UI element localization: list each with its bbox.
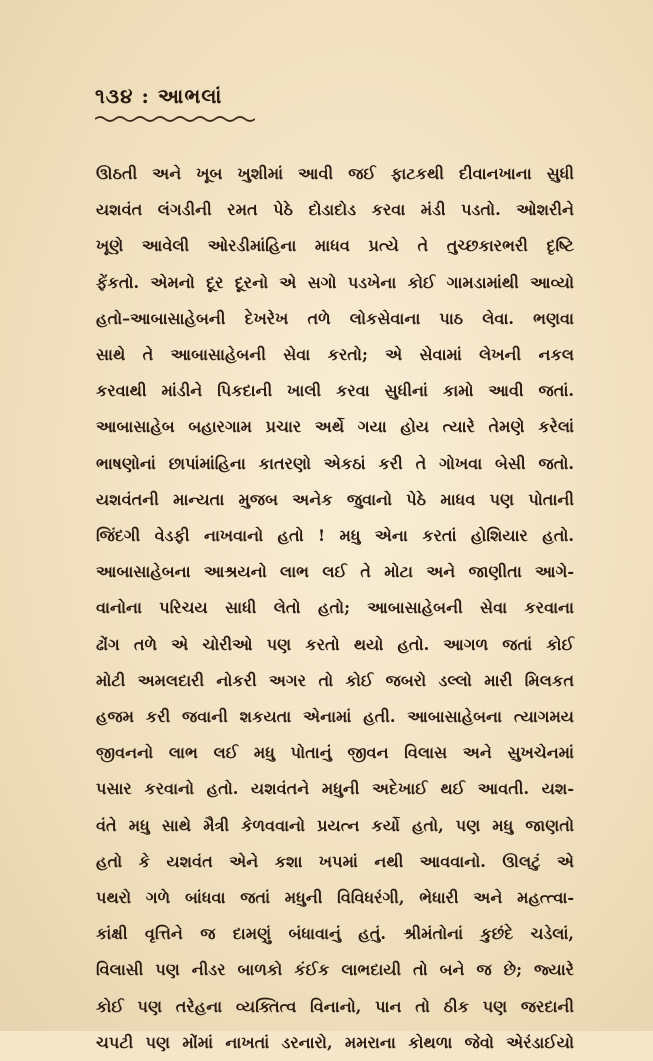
text-line: મોટી અમલદારી નોકરી અગર તો કોઈ જબરો ડલ્લો મારી મિલકત [96, 670, 574, 690]
header-wavy-rule-icon [95, 115, 255, 123]
text-line: પસાર કરવાનો હતો. યશવંતને મધુની અદેખાઈ થઈ આવતી. યશ- [96, 779, 574, 799]
text-line: હતો કે યશવંત એને કશા ખપમાં નથી આવવાનો. ઊલટું એ [96, 851, 574, 871]
page-number: ૧૩૪ [95, 84, 134, 108]
text-line: પથરો ગળે બાંધવા જતાં મધુની વિવિધરંગી, ભેધારી અને મહત્ત્વા- [96, 888, 574, 908]
text-line: હજમ કરી જવાની શકયતા એનામાં હતી. આબાસાહેબના ત્યાગમય [96, 707, 574, 727]
book-title: આભલાં [157, 84, 223, 108]
text-line: ઊઠતી અને ખૂબ ખુશીમાં આવી જઈ ફાટકથી દીવાનખાના સુધી [96, 164, 574, 183]
text-line: કોઈ પણ તરેહના વ્યક્તિત્વ વિનાનો, પાન તો ઠીક પણ જરદાની [96, 996, 574, 1016]
text-line: ભાષણોનાં છાપાંમાંહિના કાતરણો એકઠાં કરી તે ગોખવા બેસી જતો. [96, 453, 574, 473]
text-line: ઢોંગ તળે એ ચોરીઓ પણ કરતો થયો હતો. આગળ જતાં કોઈ [96, 634, 574, 654]
text-line: આબાસાહેબ બહારગામ પ્રચાર અર્થે ગયા હોય ત્યારે તેમણે કરેલાં [96, 417, 574, 437]
running-header [95, 84, 395, 127]
text-line: સાથે તે આબાસાહેબની સેવા કરતો; એ સેવામાં લેખની નકલ [96, 345, 574, 365]
text-line: વિલાસી પણ નીડર બાળકો કંઈક લાભદાયી તો બને જ છે; જ્યારે [96, 960, 574, 980]
text-line: યશવંત લંગડીની રમત પેઠે દોડાદોડ કરવા મંડી પડતો. ઓશરીને [96, 200, 574, 220]
text-line: વાનોના પરિચય સાધી લેતો હતો; આબાસાહેબની સેવા કરવાના [96, 598, 574, 618]
text-line: હતો–આબાસાહેબની દેખરેખ તળે લોકસેવાના પાઠ લેવા. ભણવા [96, 308, 574, 328]
text-line: ચપટી પણ મોંમાં નાખતાં ડરનારો, મમરાના કોથળા જેવો એરંડાઈયો [96, 1032, 574, 1052]
text-line: વંતે મધુ સાથે મૈત્રી કેળવવાનો પ્રયત્ન કર્યો હતો, પણ મધુ જાણતો [96, 815, 574, 835]
header-line [95, 84, 395, 108]
text-line: ફેંકતો. એમનો દૂર દૂરનો એ સગો પડખેના કોઈ ગામડામાંથી આવ્યો [96, 272, 574, 292]
body-text [96, 156, 574, 1061]
text-line: કાંક્ષી વૃત્તિને જ દામણું બંધાવાનું હતું. શ્રીમંતોનાં કુછંદે ચડેલાં, [96, 924, 574, 944]
text-line: જીવનનો લાભ લઈ મધુ પોતાનું જીવન વિલાસ અને સુખચેનમાં [96, 743, 574, 763]
text-line: યશવંતની માન્યતા મુજબ અનેક જુવાનો પેઠે માધવ પણ પોતાની [96, 489, 574, 509]
text-line: કરવાથી માંડીને પિકદાની ખાલી કરવા સુધીનાં કામો આવી જતાં. [96, 381, 574, 401]
text-line: આબાસાહેબના આશ્રયનો લાભ લઈ તે મોટા અને જાણીતા આગે- [96, 562, 574, 582]
text-line: જિંદગી વેડફી નાખવાનો હતો ! મધુ એના કરતાં હોશિયાર હતો. [96, 526, 574, 546]
header-separator: : [141, 84, 150, 108]
text-line: ખૂણે આવેલી ઓરડીમાંહિના માધવ પ્રત્યે તે તુચ્છકારભરી દૃષ્ટિ [96, 236, 574, 256]
